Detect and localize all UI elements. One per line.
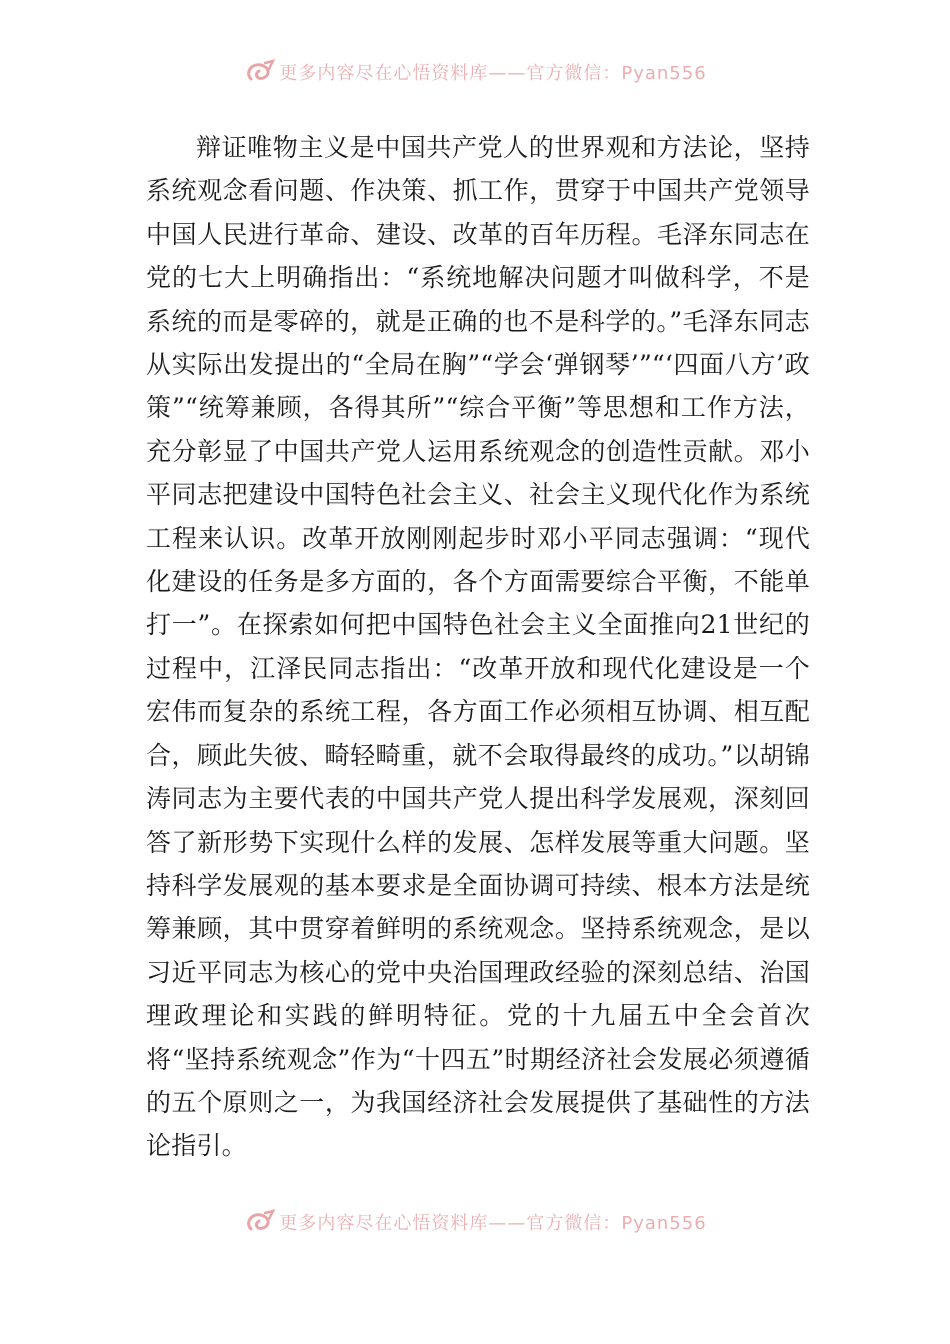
header-watermark (0, 56, 950, 88)
watermark-text: 更多内容尽在心悟资料库——官方微信：Pyan556 (279, 63, 707, 84)
body-paragraph: 辩证唯物主义是中国共产党人的世界观和方法论，坚持系统观念看问题、作决策、抓工作，贯穿于中国共产党领导中国人民进行革命、建设、改革的百年历程。毛泽东同志在党的七大上明确指出：“系统地解决问题才叫做科学，不是系统的而是零碎的，就是正确的也不是科学的。”毛泽东同志从实际出发提出的“全局在胸”“学会‘弹钢琴’”“‘四面八方’政策”“统筹兼顾，各得其所”“综合平衡”等思想和工作方法，充分彰显了中国共产党人运用系统观念的创造性贡献。邓小平同志把建设中国特色社会主义、社会主义现代化作为系统工程来认识。改革开放刚刚起步时邓小平同志强调：“现代化建设的任务是多方面的，各个方面需要综合平衡，不能单打一”。在探索如何把中国特色社会主义全面推向21世纪的过程中，江泽民同志指出：“改革开放和现代化建设是一个宏伟而复杂的系统工程，各方面工作必须相互协调、相互配合，顾此失彼、畸轻畸重，就不会取得最终的成功。”以胡锦涛同志为主要代表的中国共产党人提出科学发展观，深刻回答了新形势下实现什么样的发展、怎样发展等重大问题。坚持科学发展观的基本要求是全面协调可持续、根本方法是统筹兼顾，其中贯穿着鲜明的系统观念。坚持系统观念，是以习近平同志为核心的党中央治国理政经验的深刻总结、治国理政理论和实践的鲜明特征。党的十九届五中全会首次将“坚持系统观念”作为“十四五”时期经济社会发展必须遵循的五个原则之一，为我国经济社会发展提供了基础性的方法论指引。 (146, 133, 810, 1161)
watermark-text: 更多内容尽在心悟资料库——官方微信：Pyan556 (279, 1213, 707, 1234)
swirl-logo-icon (243, 1209, 277, 1235)
swirl-logo-icon (243, 59, 277, 85)
footer-watermark (0, 1206, 950, 1238)
